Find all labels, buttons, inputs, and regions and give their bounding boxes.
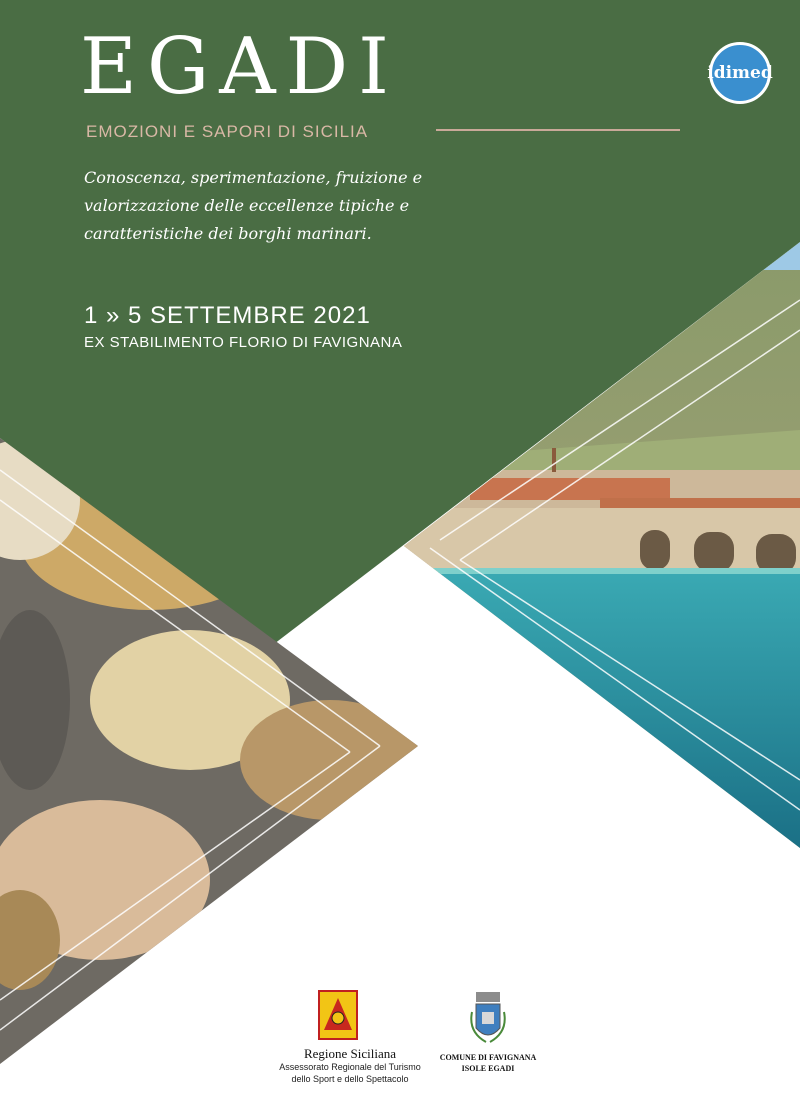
event-description: Conoscenza, sperimentazione, fruizione e valorizzazione delle eccellenze tipiche e caratteristiche dei borghi marinari. (84, 168, 423, 243)
regione-siciliana-name: Regione Siciliana (303, 1046, 397, 1061)
event-date: 1 » 5 SETTEMBRE 2021 (84, 302, 371, 329)
comune-line-2: ISOLE EGADI (461, 1064, 515, 1073)
event-venue: EX STABILIMENTO FLORIO DI FAVIGNANA (84, 334, 403, 351)
department-line-1: Assessorato Regionale del Turismo (279, 1062, 421, 1072)
regione-siciliana-department (250, 1061, 450, 1085)
subtitle-rule (436, 129, 680, 131)
event-subtitle: EMOZIONI E SAPORI DI SICILIA (86, 122, 369, 141)
department-line-2: dello Sport e dello Spettacolo (291, 1074, 409, 1084)
comune-line-1: COMUNE DI FAVIGNANA (439, 1053, 537, 1062)
regione-siciliana-crest-icon (318, 990, 358, 1040)
event-title: EGADI (80, 22, 399, 112)
comune-favignana-name (428, 1052, 548, 1074)
idimed-logo (709, 42, 771, 104)
comune-favignana-crest-icon (468, 992, 508, 1048)
idimed-logo-text: idimed (707, 63, 773, 83)
